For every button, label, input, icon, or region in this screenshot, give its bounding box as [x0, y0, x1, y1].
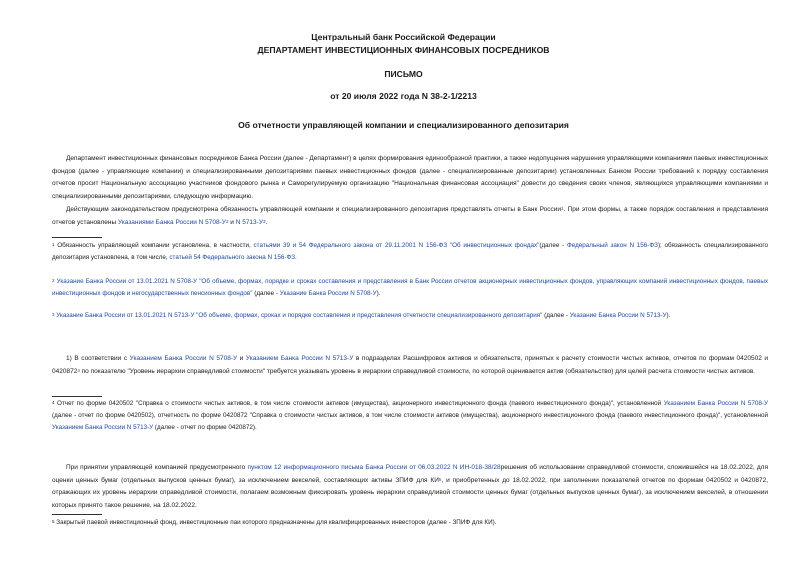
document-type: ПИСЬМО: [384, 69, 423, 79]
text: .: [265, 218, 268, 226]
text: в подразделах Расшифровок активов и обязательств, принятых к расчету стоимости чистых активов, отчетов по формам 0420502 и 0420872: [52, 355, 769, 375]
link-info-letter[interactable]: пунктом 12 информационного письма Банка России от 06.03.2022 N ИН-018-38/28: [247, 464, 501, 471]
text: . При этом формы, а также порядок составления и представления отчетов установлены: [52, 206, 768, 226]
paragraph-1-hierarchy: [52, 353, 768, 378]
text: (далее - отчет по форме 0420872).: [153, 424, 257, 431]
link-ukazanie-5708-short[interactable]: Указание Банка России N 5708-У: [279, 290, 377, 297]
footnote-divider: [52, 514, 102, 515]
text: (далее -: [542, 312, 570, 319]
link-ukazanie-5713-full[interactable]: Указание Банка России от 13.01.2021 N 5713-У "Об объеме, формах, сроках и порядке составления и представления отчетности специализированного депозитария": [54, 312, 543, 319]
link-ukazanie-5708-full[interactable]: Указание Банка России от 13.01.2021 N 5708-У "Об объеме, формах, порядке и сроках составления и представления в Банк России отчетов акционерных инвестиционных фондов, управляющих компаний инвестиционных фондов, паевых инвестиционных фондов и негосударственных пенсионных фондов": [52, 278, 768, 297]
text: При принятии управляющей компанией предусмотренного: [66, 464, 248, 471]
footnote-mark: 5: [52, 519, 55, 524]
text: ).: [376, 290, 381, 297]
text: и: [237, 355, 246, 362]
text: Обязанность управляющей компании установлена, в частности,: [54, 242, 254, 249]
footnote-ref-1[interactable]: 1: [561, 206, 564, 211]
text: ).: [666, 312, 671, 319]
footnote-ref-3[interactable]: 3: [262, 218, 266, 224]
footnote-3: [52, 310, 768, 322]
footnote-ref-4[interactable]: 4: [77, 367, 80, 373]
footnote-divider: [52, 237, 102, 238]
document-date-number: от 20 июля 2022 года N 38-2-1/2213: [330, 91, 477, 101]
text: решения об использовании справедливой стоимости, сложившейся на 18.02.2022, для оценки ценных бумаг (отдельных выпусков ценных бумаг), за исключением векселей, составляющих активы ЗПИФ для КИ: [52, 464, 768, 484]
link-ukazanie-5708[interactable]: Указаниями Банка России N 5708-У: [117, 218, 226, 226]
footnote-mark: 1: [52, 242, 55, 247]
text: Отчет по форме 0420502 "Справка о стоимости чистых активов, в том числе стоимости активов (имущества), акционерного инвестиционного фонда (паевого инвестиционного фонда)", установленной: [54, 400, 664, 407]
footnote-mark: 3: [52, 312, 55, 317]
text: и: [228, 218, 236, 226]
text: .: [295, 254, 297, 261]
footnote-1: [52, 240, 768, 264]
footnote-2: [52, 276, 768, 300]
text: Закрытый паевой инвестиционный фонд, инвестиционные паи которого предназначены для квалифицированных инвесторов (далее - ЗПИФ для КИ).: [54, 519, 497, 526]
paragraph-fair-value: [52, 462, 768, 512]
document-title: Об отчетности управляющей компании и специализированного депозитария: [238, 120, 569, 130]
text: по показателю "Уровень иерархии справедливой стоимости" требуется указывать уровень в иерархии справедливой стоимости, по которой оценивается актив (обязательство) для целей расчета стоимости чистых активов.: [79, 367, 756, 375]
footnote-5: [52, 517, 768, 529]
footnote-ref-5[interactable]: 5: [438, 476, 442, 482]
text: , и приобретенных до 18.02.2022, при заполнении показателей отчетов по формам 0420502 и 0420872, отражающих их уровень иерархии справедливой стоимости, полагаем возможным фиксировать уровень иерархии справедливой стоимости ценных бумаг (отдельных выпусков ценных бумаг), за исключением векселей, в отношении которых принято такое решение, на 18.02.2022.: [52, 476, 768, 509]
paragraph-obligation: [52, 204, 768, 229]
footnote-4: [52, 398, 768, 434]
link-ukazanie-5713[interactable]: Указанием Банка России N 5713-У: [245, 355, 354, 362]
text: ); обязанность специализированного депозитария установлена, в том числе,: [52, 242, 768, 261]
department-name: ДЕПАРТАМЕНТ ИНВЕСТИЦИОННЫХ ФИНАНСОВЫХ ПОСРЕДНИКОВ: [257, 45, 550, 55]
link-ukazanie-5713-short[interactable]: Указание Банка России N 5713-У: [569, 312, 667, 319]
paragraph-intro: Департамент инвестиционных финансовых посредников Банка России (далее - Департамент) в целях формирования единообразной практики, а также недопущения нарушения управляющими компаниями паевых инвестиционных фондов (далее - управляющие компании) и специализированными депозитариями паевых инвестиционных фондов (далее - специализированные депозитарии) установленных Банком России требований к порядку составления отчетов просит Национальную ассоциацию участников фондового рынка и Саморегулируемую организацию "Национальная финансовая ассоциация" довести до сведения своих членов, являющихся управляющими компаниями и специализированными депозитариями, следующую информацию.: [52, 155, 768, 200]
link-ukazanie-5708[interactable]: Указанием Банка России N 5708-У: [663, 400, 769, 407]
text: (далее -: [252, 290, 280, 297]
link-156fz-article54[interactable]: статьей 54 Федерального закона N 156-ФЗ: [169, 254, 296, 261]
link-ukazanie-5713[interactable]: Указанием Банка России N 5713-У: [52, 424, 154, 431]
footnote-mark: 2: [52, 278, 55, 283]
link-ukazanie-5713[interactable]: N 5713-У: [235, 218, 263, 226]
link-ukazanie-5708[interactable]: Указанием Банка России N 5708-У: [129, 355, 238, 362]
org-name: Центральный банк Российской Федерации: [311, 32, 496, 42]
text: (далее -: [539, 242, 567, 249]
link-156fz[interactable]: Федеральный закон N 156-ФЗ: [566, 242, 658, 249]
text: Действующим законодательством предусмотрена обязанность управляющей компании и специализированного депозитария представлять отчеты в Банк России: [66, 206, 562, 213]
footnote-divider: [52, 396, 102, 397]
footnote-ref-2[interactable]: 2: [225, 218, 229, 224]
text: (далее - отчет по форме 0420502), отчетность по форме 0420872 "Справка о стоимости чистых активов, в том числе стоимости активов (имущества), акционерного инвестиционного фонда (паевого инвестиционного фонда)", установленной: [52, 412, 768, 419]
footnote-mark: 4: [52, 400, 55, 405]
text: 1) В соответствии с: [66, 355, 130, 362]
link-156fz-articles[interactable]: статьями 39 и 54 Федерального закона от 29.11.2001 N 156-ФЗ "Об инвестиционных фондах": [253, 242, 540, 249]
